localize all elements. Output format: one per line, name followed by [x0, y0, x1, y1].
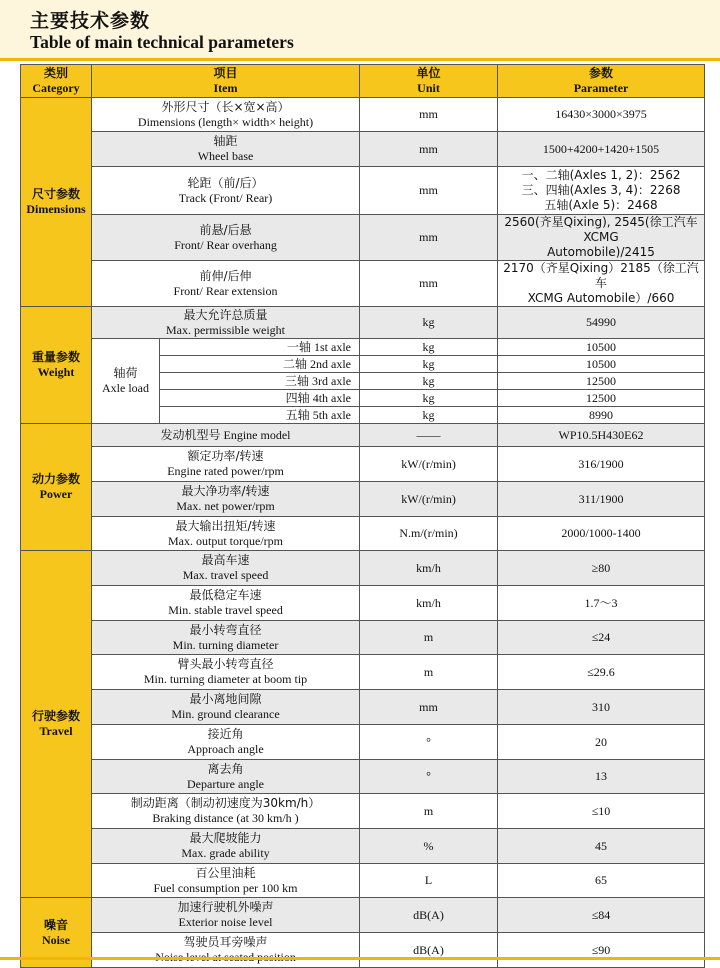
table-row	[21, 933, 705, 968]
parameter-cell: 2000/1000-1400	[498, 517, 705, 551]
parameter-cell: 45	[498, 829, 705, 864]
table-row	[21, 898, 705, 933]
parameter-cell: 2170（齐星Qixing）2185（徐工汽车 XCMG Automobile）/660	[498, 261, 705, 307]
table-row	[21, 760, 705, 794]
footer-accent-line	[0, 957, 720, 960]
page-title-en: Table of main technical parameters	[30, 32, 294, 52]
header-band	[0, 0, 720, 58]
table-row	[21, 447, 705, 482]
item-cell: 最小离地间隙 Min. ground clearance	[92, 690, 360, 725]
parameter-cell: ≥80	[498, 551, 705, 586]
category-noise: 噪音 Noise	[21, 898, 92, 968]
unit-cell: ——	[360, 424, 498, 447]
unit-cell: m	[360, 794, 498, 829]
axle-load-label: 轴荷 Axle load	[92, 339, 160, 424]
unit-cell: kW/(r/min)	[360, 482, 498, 517]
table-row	[21, 517, 705, 551]
table-row	[21, 339, 705, 356]
item-cell: 离去角 Departure angle	[92, 760, 360, 794]
table-row	[21, 132, 705, 167]
parameter-cell: 1.7～3	[498, 586, 705, 621]
parameter-cell: ≤10	[498, 794, 705, 829]
parameter-cell: 12500	[498, 373, 705, 390]
unit-cell: kg	[360, 307, 498, 339]
unit-cell: N.m/(r/min)	[360, 517, 498, 551]
parameter-cell: 316/1900	[498, 447, 705, 482]
unit-cell: kW/(r/min)	[360, 447, 498, 482]
header-item: 项目 Item	[92, 65, 360, 98]
table-row	[21, 725, 705, 760]
header-category: 类别 Category	[21, 65, 92, 98]
item-cell: 外形尺寸（长×宽×高） Dimensions (length× width× height)	[92, 98, 360, 132]
parameter-cell: 54990	[498, 307, 705, 339]
item-cell: 臂头最小转弯直径 Min. turning diameter at boom tip	[92, 655, 360, 690]
unit-cell: %	[360, 829, 498, 864]
parameter-cell: 20	[498, 725, 705, 760]
header-unit: 单位 Unit	[360, 65, 498, 98]
item-cell: 最低稳定车速 Min. stable travel speed	[92, 586, 360, 621]
table-header-row	[21, 65, 705, 98]
unit-cell: °	[360, 760, 498, 794]
unit-cell: km/h	[360, 586, 498, 621]
table-row	[21, 829, 705, 864]
item-cell: 驾驶员耳旁噪声	[92, 933, 360, 968]
parameter-cell: 2560(齐星Qixing), 2545(徐工汽车XCMG Automobile)/2415	[498, 215, 705, 261]
item-cell: 最小转弯直径 Min. turning diameter	[92, 621, 360, 655]
axle-item: 三轴 3rd axle	[160, 373, 360, 390]
parameter-cell: 10500	[498, 339, 705, 356]
axle-item: 二轴 2nd axle	[160, 356, 360, 373]
axle-item: 五轴 5th axle	[160, 407, 360, 424]
unit-cell: °	[360, 725, 498, 760]
unit-cell: mm	[360, 98, 498, 132]
category-power: 动力参数 Power	[21, 424, 92, 551]
unit-cell: kg	[360, 390, 498, 407]
parameter-cell: 12500	[498, 390, 705, 407]
unit-cell: mm	[360, 167, 498, 215]
item-cell: 加速行驶机外噪声 Exterior noise level	[92, 898, 360, 933]
table-row	[21, 586, 705, 621]
page-title-cn: 主要技术参数	[30, 10, 151, 32]
header-parameter: 参数 Parameter	[498, 65, 705, 98]
axle-item: 一轴 1st axle	[160, 339, 360, 356]
parameter-cell: 10500	[498, 356, 705, 373]
parameter-cell: 65	[498, 864, 705, 898]
table-row	[21, 482, 705, 517]
category-dimensions: 尺寸参数 Dimensions	[21, 98, 92, 307]
unit-cell: km/h	[360, 551, 498, 586]
axle-item: 四轴 4th axle	[160, 390, 360, 407]
parameter-cell: 8990	[498, 407, 705, 424]
parameter-cell: ≤29.6	[498, 655, 705, 690]
table-row	[21, 864, 705, 898]
parameter-cell: ≤90	[498, 933, 705, 968]
parameter-cell: ≤84	[498, 898, 705, 933]
unit-cell: kg	[360, 373, 498, 390]
table-row	[21, 655, 705, 690]
table-row	[21, 621, 705, 655]
table-row	[21, 215, 705, 261]
item-cell: 额定功率/转速 Engine rated power/rpm	[92, 447, 360, 482]
unit-cell: mm	[360, 132, 498, 167]
item-cell: 发动机型号 Engine model	[92, 424, 360, 447]
unit-cell: L	[360, 864, 498, 898]
item-cell: 百公里油耗 Fuel consumption per 100 km	[92, 864, 360, 898]
unit-cell: dB(A)	[360, 898, 498, 933]
item-cell: 最大净功率/转速 Max. net power/rpm	[92, 482, 360, 517]
unit-cell: mm	[360, 261, 498, 307]
unit-cell: m	[360, 655, 498, 690]
parameter-cell: 311/1900	[498, 482, 705, 517]
parameter-cell: 1500+4200+1420+1505	[498, 132, 705, 167]
item-cell: 制动距离（制动初速度为30km/h） Braking distance (at 30 km/h )	[92, 794, 360, 829]
item-cell: 轮距（前/后） Track (Front/ Rear)	[92, 167, 360, 215]
unit-cell: kg	[360, 407, 498, 424]
item-cell: 最大允许总质量 Max. permissible weight	[92, 307, 360, 339]
table-row	[21, 167, 705, 215]
header-accent-line	[0, 58, 720, 61]
parameter-cell: WP10.5H430E62	[498, 424, 705, 447]
table-row	[21, 794, 705, 829]
item-cell: 最高车速 Max. travel speed	[92, 551, 360, 586]
parameter-cell: 一、二轴(Axles 1, 2)：2562 三、四轴(Axles 3, 4)：2268 五轴(Axle 5)：2468	[498, 167, 705, 215]
unit-cell: dB(A)	[360, 933, 498, 968]
table-row	[21, 551, 705, 586]
table-row	[21, 424, 705, 447]
item-cell: 最大爬坡能力 Max. grade ability	[92, 829, 360, 864]
table-row	[21, 307, 705, 339]
category-weight: 重量参数 Weight	[21, 307, 92, 424]
table-row	[21, 98, 705, 132]
item-cell: 前伸/后伸 Front/ Rear extension	[92, 261, 360, 307]
item-cell: 接近角 Approach angle	[92, 725, 360, 760]
parameter-cell: ≤24	[498, 621, 705, 655]
unit-cell: kg	[360, 356, 498, 373]
category-travel: 行驶参数 Travel	[21, 551, 92, 898]
item-cell: 轴距 Wheel base	[92, 132, 360, 167]
table-row	[21, 261, 705, 307]
technical-parameters-table	[20, 64, 705, 968]
unit-cell: mm	[360, 690, 498, 725]
item-cell: 前悬/后悬 Front/ Rear overhang	[92, 215, 360, 261]
parameter-cell: 16430×3000×3975	[498, 98, 705, 132]
unit-cell: mm	[360, 215, 498, 261]
parameter-cell: 310	[498, 690, 705, 725]
parameter-cell: 13	[498, 760, 705, 794]
unit-cell: kg	[360, 339, 498, 356]
unit-cell: m	[360, 621, 498, 655]
item-cell: 最大输出扭矩/转速 Max. output torque/rpm	[92, 517, 360, 551]
table-row	[21, 690, 705, 725]
